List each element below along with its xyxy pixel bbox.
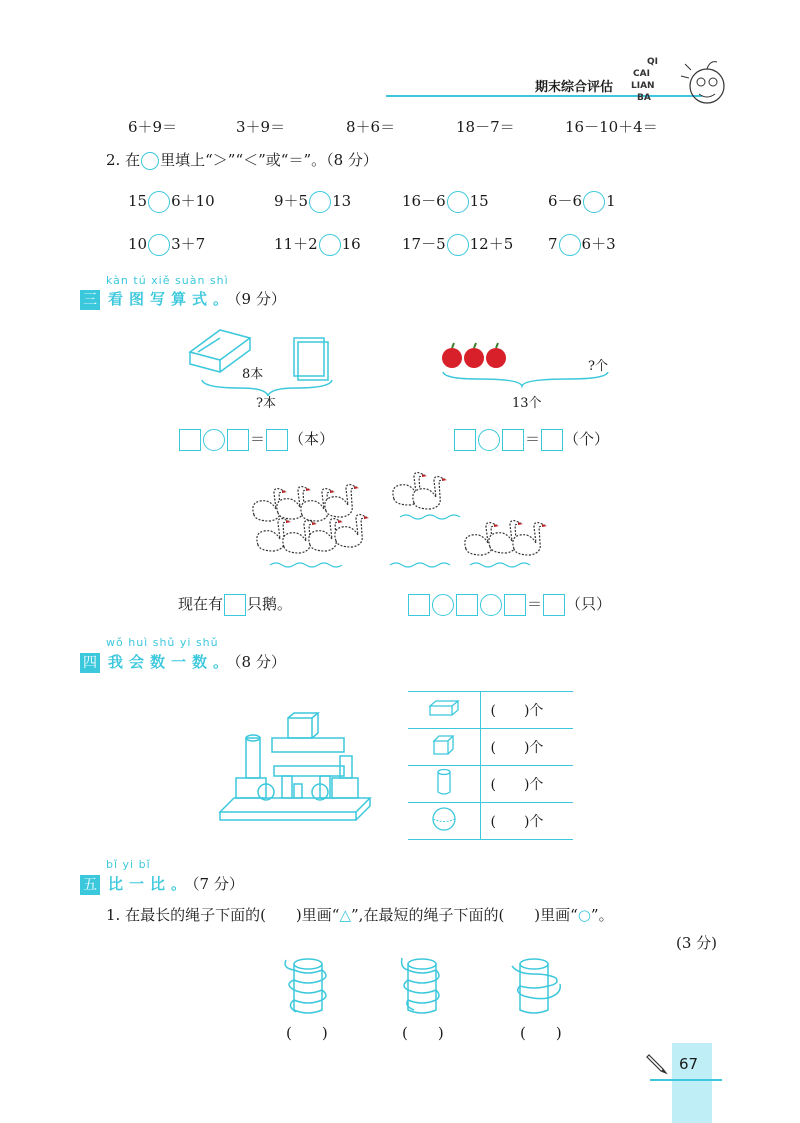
apples-total-label: 13个 [512, 396, 542, 411]
page-number: 67 [679, 1055, 699, 1073]
answer-box[interactable] [454, 429, 476, 451]
block-structure-illustration [216, 712, 376, 822]
compare-item: 6－6 1 [548, 190, 616, 213]
sphere-icon [430, 805, 458, 833]
compare-answer-circle[interactable] [583, 191, 605, 213]
apple-icon [442, 343, 506, 368]
compare-answer-circle[interactable] [148, 191, 170, 213]
page-rule [650, 1079, 722, 1081]
compare-item: 9＋5 13 [274, 190, 351, 213]
section5-badge: 五 [80, 875, 100, 895]
table-row [408, 766, 573, 803]
count-answer[interactable]: ( )个 [480, 692, 573, 729]
answer-blank[interactable]: ( ) [286, 1024, 328, 1042]
apples-unknown-label: ?个 [588, 359, 608, 374]
answer-blank[interactable]: ( ) [402, 1024, 444, 1042]
geese-equation: ＝ （只） [407, 593, 611, 616]
section3-heading [80, 288, 286, 310]
section4-badge: 四 [80, 653, 100, 673]
answer-box[interactable] [227, 429, 249, 451]
books-equation: ＝ （本） [178, 428, 334, 451]
circle-icon: ○ [577, 906, 591, 924]
logo-text-lian: LIAN [631, 81, 655, 91]
q5-1-instruction: 1. 在最长的绳子下面的( )里画“△”,在最短的绳子下面的( )里画“○”。 [106, 906, 614, 924]
section5-pinyin: bǐ yi bǐ [106, 858, 151, 871]
compare-item: 7 6＋3 [548, 233, 616, 256]
compare-answer-circle[interactable] [447, 234, 469, 256]
compare-item: 11＋2 16 [274, 233, 361, 256]
count-answer[interactable]: ( )个 [480, 803, 573, 840]
mascot-logo-icon [615, 50, 735, 120]
carry-expr-1: 6＋9＝ [128, 118, 178, 136]
answer-box[interactable] [543, 594, 565, 616]
section5-score: （7 分） [192, 875, 244, 893]
books-total-label: ?本 [256, 396, 276, 411]
section3-pinyin: kàn tú xiě suàn shì [106, 274, 229, 287]
section4-title: 我会数一数。 [108, 653, 235, 671]
count-answer[interactable]: ( )个 [480, 729, 573, 766]
answer-box[interactable] [179, 429, 201, 451]
compare-circle-icon [141, 152, 159, 170]
answer-box[interactable] [408, 594, 430, 616]
compare-item: 17－5 12＋5 [402, 233, 513, 256]
section4-heading [80, 651, 286, 673]
logo-text-cai: CAI [633, 69, 650, 79]
answer-box[interactable] [504, 594, 526, 616]
section3-badge: 三 [80, 290, 100, 310]
section5-heading [80, 873, 244, 895]
cuboid-icon [426, 698, 462, 718]
operator-circle[interactable] [432, 594, 454, 616]
q2-instruction: 2. 在 里填上“＞”“＜”或“＝”。（8 分） [106, 151, 378, 169]
compare-item: 15 6＋10 [128, 190, 215, 213]
rope-cylinder-1 [282, 954, 338, 1020]
compare-answer-circle[interactable] [309, 191, 331, 213]
geese-illustration [240, 465, 570, 580]
pencil-icon [646, 1052, 668, 1076]
count-table [408, 691, 573, 840]
carry-expr-3: 8＋6＝ [346, 118, 396, 136]
logo-text-ba: BA [637, 93, 651, 103]
compare-answer-circle[interactable] [319, 234, 341, 256]
operator-circle[interactable] [203, 429, 225, 451]
apples-equation: ＝ （个） [453, 428, 609, 451]
answer-box[interactable] [502, 429, 524, 451]
books-known-label: 8本 [242, 367, 264, 382]
section5-title: 比一比。 [108, 875, 193, 893]
cylinder-icon [434, 768, 454, 796]
answer-box[interactable] [224, 594, 246, 616]
section3-title: 看图写算式。 [108, 290, 235, 308]
logo-text-qi: QI [647, 57, 658, 67]
section3-score: （9 分） [234, 290, 286, 308]
table-row [408, 803, 573, 840]
answer-blank[interactable]: ( ) [520, 1024, 562, 1042]
answer-box[interactable] [456, 594, 478, 616]
rope-cylinder-3 [510, 954, 570, 1020]
compare-answer-circle[interactable] [447, 191, 469, 213]
section4-pinyin: wǒ huì shǔ yi shǔ [106, 636, 219, 649]
q5-1-score: (3 分) [676, 934, 718, 952]
compare-item: 10 3＋7 [128, 233, 205, 256]
compare-answer-circle[interactable] [148, 234, 170, 256]
carry-expr-4: 18－7＝ [456, 118, 515, 136]
answer-box[interactable] [266, 429, 288, 451]
operator-circle[interactable] [478, 429, 500, 451]
count-answer[interactable]: ( )个 [480, 766, 573, 803]
operator-circle[interactable] [480, 594, 502, 616]
carry-expr-5: 16－10＋4＝ [565, 118, 658, 136]
section4-score: （8 分） [234, 653, 286, 671]
table-row [408, 729, 573, 766]
answer-box[interactable] [541, 429, 563, 451]
cube-icon [431, 733, 457, 757]
compare-answer-circle[interactable] [559, 234, 581, 256]
geese-count-question: 现在有 只鹅。 [178, 593, 292, 616]
compare-item: 16－6 15 [402, 190, 489, 213]
triangle-icon: △ [339, 906, 352, 924]
table-row [408, 692, 573, 729]
carry-expr-2: 3＋9＝ [236, 118, 286, 136]
rope-cylinder-2 [396, 954, 452, 1020]
header-title: 期末综合评估 [535, 80, 614, 95]
